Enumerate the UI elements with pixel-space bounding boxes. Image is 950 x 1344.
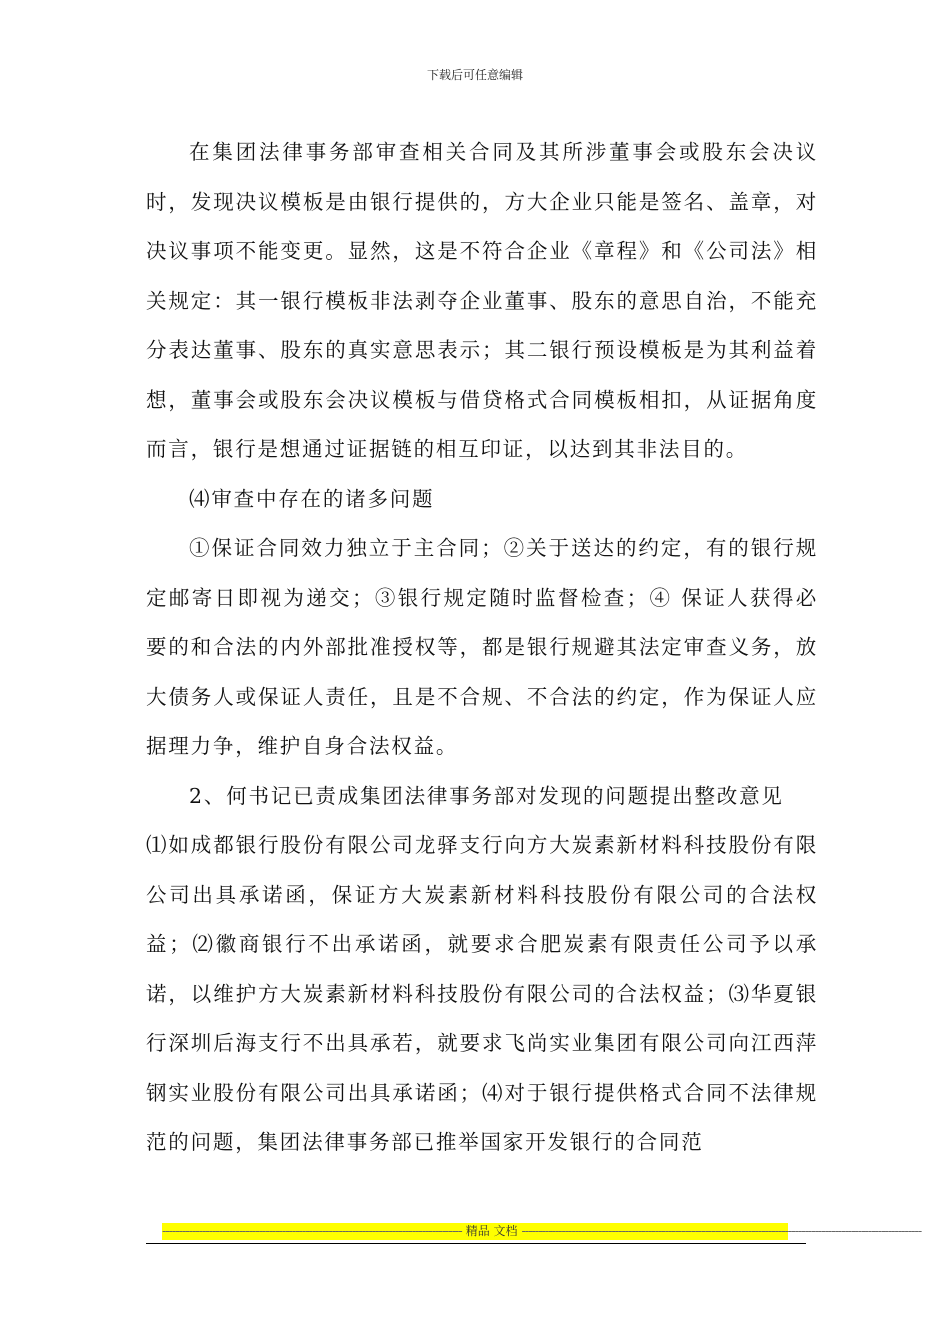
section-heading-issues: ⑷审查中存在的诸多问题 (189, 486, 435, 511)
section-heading-rectification: 2、何书记已责成集团法律事务部对发现的问题提出整改意见 (189, 783, 784, 808)
document-body (146, 128, 818, 1168)
footer-rule (146, 1243, 806, 1244)
paragraph-resolution-template: 在集团法律事务部审查相关合同及其所涉董事会或股东会决议时，发现决议模板是由银行提供的，方大企业只能是签名、盖章，对决议事项不能变更。显然，这是不符合企业《章程》和《公司法》相关规定：其一银行模板非法剥夺企业董事、股东的意思自治，不能充分表达董事、股东的真实意思表示；其二银行预设模板是为其利益着想，董事会或股东会决议模板与借贷格式合同模板相扣，从证据角度而言，银行是想通过证据链的相互印证，以达到其非法目的。 (146, 140, 818, 461)
footer-dash-right: ------------------------------------------------------------------------------------------------------------------------ (521, 1224, 922, 1238)
paragraph-issues-list: ①保证合同效力独立于主合同；②关于送达的约定，有的银行规定邮寄日即视为递交；③银行规定随时监督检查；④ 保证人获得必要的和合法的内外部批准授权等，都是银行规避其法定审查义务，放大债务人或保证人责任，且是不合规、不合法的约定，作为保证人应据理力争，维护自身合法权益。 (146, 536, 818, 758)
footer-dash-left: ------------------------------------------------------------------------------------------ (162, 1224, 462, 1238)
page-header: 下载后可任意编辑 (426, 68, 523, 82)
paragraph-rectification-measures: ⑴如成都银行股份有限公司龙驿支行向方大炭素新材料科技股份有限公司出具承诺函，保证方大炭素新材料科技股份有限公司的合法权益；⑵徽商银行不出承诺函，就要求合肥炭素有限责任公司予以承诺，以维护方大炭素新材料科技股份有限公司的合法权益；⑶华夏银行深圳后海支行不出具承若，就要求飞尚实业集团有限公司向江西萍钢实业股份有限公司出具承诺函；⑷对于银行提供格式合同不法律规范的问题，集团法律事务部已推举国家开发银行的合同范 (146, 833, 818, 1154)
footer-label: 精品 文档 (465, 1224, 518, 1238)
footer-banner (162, 1223, 922, 1240)
